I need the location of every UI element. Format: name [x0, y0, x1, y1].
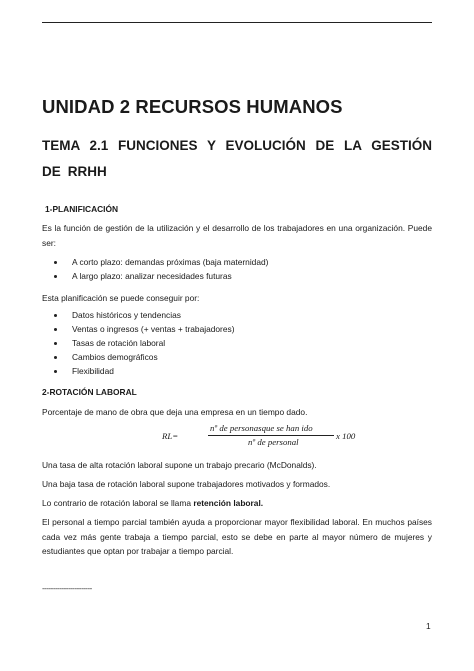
bullet-icon	[54, 275, 57, 278]
bullet-icon	[54, 328, 57, 331]
rotacion-definition: Porcentaje de mano de obra que deja una empresa en un tiempo dado.	[42, 407, 308, 417]
formula-lhs: RL=	[162, 431, 179, 441]
fraction-bar	[208, 435, 334, 436]
bullet-icon	[54, 261, 57, 264]
bullet-icon	[54, 314, 57, 317]
page-number: 1	[426, 621, 431, 631]
formula-numerator: nº de personasque se han ido	[210, 423, 313, 433]
footnote-separator: -----------------------	[42, 584, 92, 593]
document-title: UNIDAD 2 RECURSOS HUMANOS	[42, 96, 343, 117]
formula-factor: x 100	[336, 431, 356, 441]
paragraph-baja-rotacion: Una baja tasa de rotación laboral supone trabajadores motivados y formados.	[42, 479, 331, 489]
planificacion-definition: Es la función de gestión de la utilización y el desarrollo de los trabajadores en una organización. Puede ser:	[42, 223, 432, 248]
bullet-icon	[54, 370, 57, 373]
formula-denominator: nº de personal	[248, 437, 299, 447]
header-rule	[42, 22, 432, 23]
retencion-term: retención laboral.	[193, 498, 264, 508]
paragraph-alta-rotacion: Una tasa de alta rotación laboral supone un trabajo precario (McDonalds).	[42, 460, 317, 470]
section-heading-planificacion: 1-PLANIFICACIÓN	[45, 204, 119, 214]
bullet-icon	[54, 342, 57, 345]
rotation-formula	[162, 423, 362, 451]
section-heading-rotacion: 2-ROTACIÓN LABORAL	[42, 387, 137, 397]
planificacion-intro: Esta planificación se puede conseguir por:	[42, 293, 200, 303]
bullet-icon	[54, 356, 57, 359]
paragraph-retencion: Lo contrario de rotación laboral se llama retención laboral.	[42, 498, 264, 508]
document-subtitle: TEMA 2.1 FUNCIONES Y EVOLUCIÓN DE LA GESTIÓN DE RRHH	[42, 138, 432, 179]
paragraph-tiempo-parcial: El personal a tiempo parcial también ayuda a proporcionar mayor flexibilidad laboral. En muchos países cada vez más gente trabaja a tiempo parcial, esto se debe en parte al mayor número de mujeres y estudiantes que optan por trabajar a tiempo parcial.	[42, 517, 432, 556]
